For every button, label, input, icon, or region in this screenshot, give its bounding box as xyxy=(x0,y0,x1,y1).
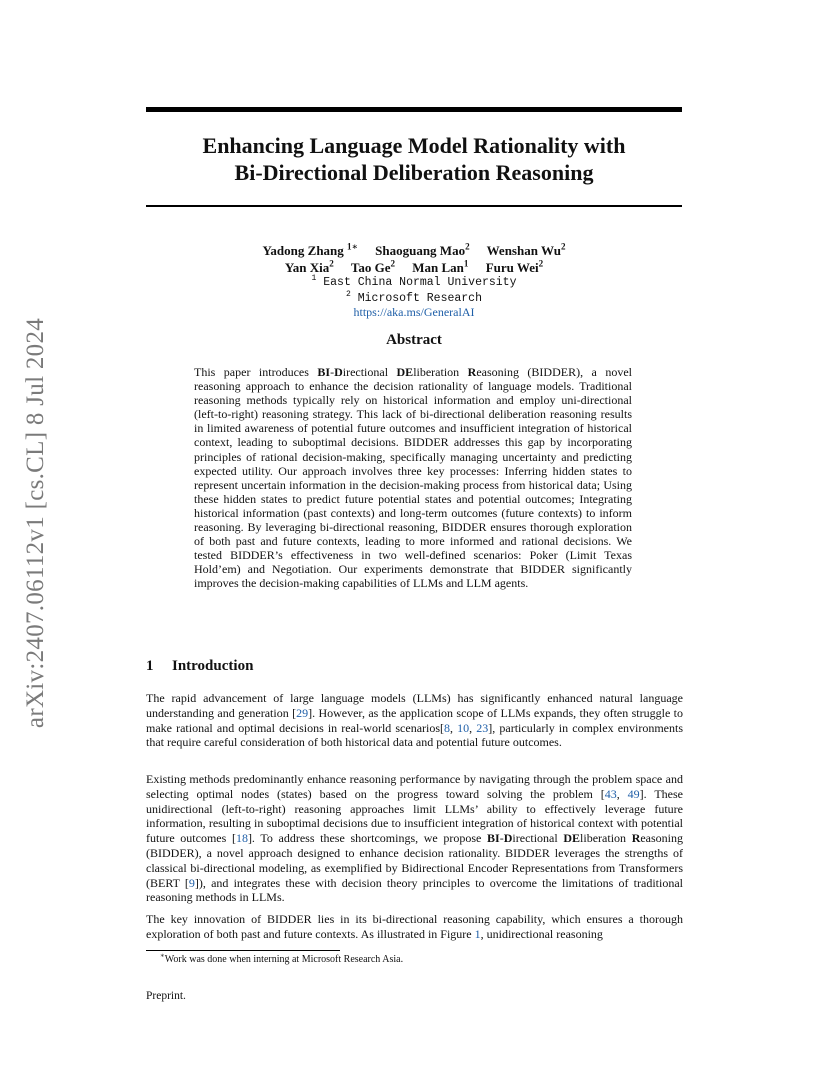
author-name: Yan Xia xyxy=(284,260,330,275)
paragraph-1: The rapid advancement of large language models (LLMs) has significantly enhanced natural language understanding and generation [29]. However, as the application scope of LLMs expands, they often struggle to make rational and optimal decisions in real-world scenarios[8, 10, 23], particularly in complex environments that require careful consideration of both historical data and potential future outcomes. xyxy=(146,691,684,750)
citation-link[interactable]: 18 xyxy=(235,831,248,846)
author-name: Shaoguang Mao xyxy=(375,243,466,258)
affiliations xyxy=(146,275,682,306)
author-affiliation-mark: 1 xyxy=(463,258,469,269)
citation-link[interactable]: 43 xyxy=(604,786,617,801)
figure-reference-link[interactable]: 1 xyxy=(474,926,481,941)
author-affiliation-mark: 2 xyxy=(329,258,334,269)
author-name: Tao Ge xyxy=(350,260,391,275)
abstract-body: This paper introduces BI-Directional DEliberation Reasoning (BIDDER), a novel reasoning approach to enhance the decision rationality of language models. Traditional reasoning methods typically rely on historical information and employ uni-directional (left-to-right) reasoning strategy. This lack of bi-directional deliberation reasoning results in limited awareness of potential future outcomes and insufficient integration of historical context, leading to suboptimal decisions. BIDDER addresses this gap by incorporating principles of rational decision-making, specifically managing uncertainty and predicting expected utility. Our approach involves three key processes: Inferring hidden states to represent uncertain information in the decision-making process from historical data; Using these hidden states to predict future potential states and potential outcomes; Integrating historical information (past contexts) and long-term outcomes (future contexts) to inform reasoning. By leveraging bi-directional reasoning, BIDDER ensures thorough exploration of both past and future contexts, leading to more informed and rational decisions. We tested BIDDER’s effectiveness in two well-defined scenarios: Poker (Limit Texas Hold’em) and Negotiation. Our experiments demonstrate that BIDDER significantly improves the decision-making capabilities of LLMs and LLM agents. xyxy=(194,365,633,591)
citation-link[interactable]: 8 xyxy=(444,720,451,735)
citation-link[interactable]: 23 xyxy=(476,720,489,735)
footnote-rule xyxy=(146,950,340,951)
author-row-1 xyxy=(146,242,682,259)
section-number: 1 xyxy=(146,658,154,674)
paragraph-2: Existing methods predominantly enhance reasoning performance by navigating through the problem space and selecting optimal nodes (states) based on the progress toward solving the problem [43, 49]. These unidirectional (left-to-right) reasoning approaches limit LLMs’ ability to effectively leverage future information, resulting in suboptimal decisions due to insufficient integration of historical context with potential future outcomes [18]. To address these shortcomings, we propose BI-Directional DEliberation Reasoning (BIDDER), a novel approach designed to enhance decision rationality. BIDDER leverages the strengths of classical bi-directional modeling, as exemplified by Bidirectional Encoder Representations from Transformers (BERT [9]), and integrates these with decision theory principles to overcome the limitations of traditional reasoning methods in LLMs. xyxy=(146,772,684,905)
author-name: Wenshan Wu xyxy=(486,243,561,258)
author-name: Yadong Zhang xyxy=(262,243,344,258)
paragraph-3: The key innovation of BIDDER lies in its bi-directional reasoning capability, which ensures a thorough exploration of both past and future contexts. As illustrated in Figure 1, unidirectional reasoning xyxy=(146,912,683,941)
project-link[interactable]: https://aka.ms/GeneralAI xyxy=(353,305,475,319)
author-name: Man Lan xyxy=(412,260,464,275)
section-title: Introduction xyxy=(172,658,254,674)
author-list xyxy=(146,242,682,276)
citation-link[interactable]: 9 xyxy=(188,875,195,890)
author-name: Furu Wei xyxy=(485,260,539,275)
footnote xyxy=(160,953,403,966)
title-bottom-rule xyxy=(146,205,682,207)
abstract-heading: Abstract xyxy=(386,332,442,348)
footnote-mark: ∗ xyxy=(160,951,165,960)
footnote-text: Work was done when interning at Microsoft Research Asia. xyxy=(164,954,404,965)
affiliation-1: $^1$ East China Normal University xyxy=(311,274,517,289)
citation-link[interactable]: 49 xyxy=(627,786,640,801)
title-top-rule xyxy=(146,107,682,112)
author-affiliation-mark: 2 xyxy=(390,258,396,269)
citation-link[interactable]: 29 xyxy=(296,705,309,720)
author-affiliation-mark: 2 xyxy=(465,241,470,252)
affiliation-2: $^2$ Microsoft Research xyxy=(346,289,482,305)
section-heading xyxy=(146,658,253,675)
paper-title xyxy=(146,132,682,186)
author-row-2 xyxy=(146,259,682,276)
author-affiliation-mark: 2 xyxy=(538,258,544,269)
title-line-1: Enhancing Language Model Rationality with xyxy=(202,133,626,158)
arxiv-stamp: arXiv:2407.06112v1 [cs.CL] 8 Jul 2024 xyxy=(22,317,49,729)
author-affiliation-mark: 1∗ xyxy=(347,241,358,252)
citation-link[interactable]: 10 xyxy=(457,720,470,735)
title-line-2: Bi-Directional Deliberation Reasoning xyxy=(234,160,594,185)
author-affiliation-mark: 2 xyxy=(560,241,566,252)
preprint-label: Preprint. xyxy=(146,990,186,1002)
